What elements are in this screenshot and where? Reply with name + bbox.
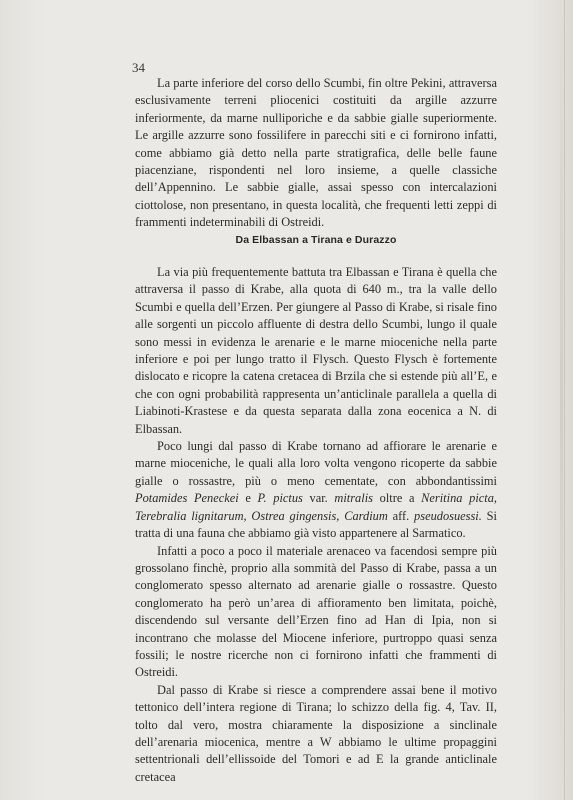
page-edge <box>564 0 565 800</box>
paragraph-tectonics: Dal passo di Krabe si riesce a comprendere assai bene il motivo tettonico dell’intera regione di Tirana; lo schizzo della fig. 4, Tav. II, tolto dal vero, mostra chiaramente la disposizione a sinclinale dell’arenaria miocenica, mentre a W abbiamo le ultime propaggini settentrionali dell’ellissoide del Tomori e ad E la grande anticlinale cretacea <box>135 682 497 784</box>
page-shadow <box>560 14 563 784</box>
section-text-block <box>135 264 497 786</box>
page-number: 34 <box>132 60 145 75</box>
species-p-pictus: P. pictus <box>257 491 303 506</box>
species-list: Neritina picta, Terebralia lignitarum, Ostrea gingensis, Cardium <box>135 491 497 523</box>
paragraph-fauna-text-b: e <box>238 491 258 506</box>
paragraph-fauna-text-f: Si tratta di una fauna che abbiamo già visto appartenere al Sarmatico. <box>135 508 497 541</box>
paragraph-conglomerate: Infatti a poco a poco il materiale arenaceo va facendosi sempre più grossolano finchè, proprio alla sommità del Passo di Krabe, passa a un conglomerato spesso alternato ad arenarie gialle o rossastre. Questo conglomerato ha però un’area di affioramento ben limitata, poichè, discendendo sul versante dell’Erzen fino ad Han di Ipia, non si incontrano che molasse del Miocene inferiore, purtroppo quasi senza fossili; le nostre ricerche non ci fornirono infatti che frammenti di Ostreidi. <box>135 543 497 680</box>
paragraph-fauna-text-d: oltre a <box>372 491 422 506</box>
species-pseudosuessi: pseudosuessi. <box>414 508 482 523</box>
paragraph-fauna-text-a: Poco lungi dal passo di Krabe tornano ad affiorare le arenarie e marne mioceniche, le quali alla loro volta vengono ricoperte da sabbie gialle o rossastre, più o meno cementate, con abbondantissimi <box>135 439 497 488</box>
intro-text-block <box>135 75 497 232</box>
section-heading: Da Elbassan a Tirana e Durazzo <box>235 234 397 246</box>
variety-mitralis: mitralis <box>334 491 373 506</box>
paragraph-fauna <box>135 438 497 542</box>
species-potamides-peneckei: Potamides Peneckei <box>135 491 239 506</box>
paragraph-fauna-text-c: var. <box>302 491 335 506</box>
paragraph-fauna-text-e: aff. <box>387 508 415 523</box>
paragraph-route: La via più frequentemente battuta tra Elbassan e Tirana è quella che attraversa il passo di Krabe, alla quota di 640 m., tra la valle dello Scumbi e quella dell’Erzen. Per giungere al Passo di Krabe, si risale fino alle sorgenti un piccolo affluente di destra dello Scumbi, lungo il quale sono messi in evidenza le arenarie e le marne mioceniche nella parte inferiore e poi per lungo tratto il Flysch. Questo Flysch è fortemente dislocato e ricopre la catena cretacea di Brzila che si estende più all’E, e che con ogni probabilità rappresenta un’anticlinale parallela a quella di Liabinoti-Krastese e da questa separata dalla zona eocenica a N. di Elbassan. <box>135 265 497 436</box>
paragraph-scumbi: La parte inferiore del corso dello Scumbi, fin oltre Pekini, attraversa esclusivamente terreni pliocenici costituiti da argille azzurre inferiormente, da marne nulliporiche e da sabbie gialle superiormente. Le argille azzurre sono fossilifere in parecchi siti e ci fornirono infatti, come abbiamo già detto nella parte stratigrafica, delle belle faune piacenziane, rispondenti nel loro insieme, a quelle classiche dell’Appennino. Le sabbie gialle, assai spesso con intercalazioni ciottolose, non presentano, in questa località, che frequenti letti zeppi di frammenti indeterminabili di Ostreidi. <box>135 76 497 230</box>
